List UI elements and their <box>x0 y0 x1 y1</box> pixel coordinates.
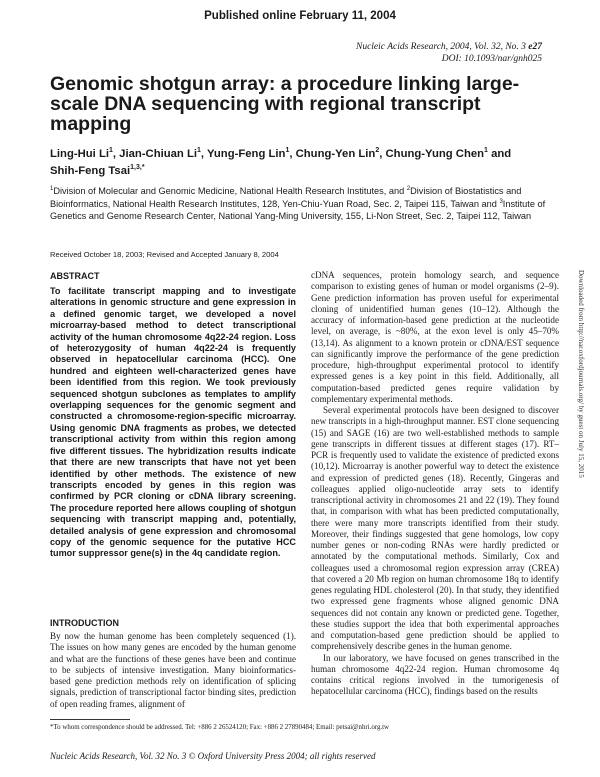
download-note: Downloaded from http://nar.oxfordjournals.org/ by guest on July 15, 2015 <box>577 270 585 478</box>
download-watermark <box>577 270 589 630</box>
right-column <box>311 270 559 698</box>
introduction-heading: INTRODUCTION <box>50 618 119 628</box>
author <box>50 148 113 160</box>
author-name: Ling-Hui Li <box>50 148 109 160</box>
journal-footer: Nucleic Acids Research, Vol. 32 No. 3 © Oxford University Press 2004; all rights reserved <box>50 751 376 761</box>
article-id: e27 <box>528 42 542 52</box>
affil-text-2: Division of Biostatistics and Bioinformatics, National Health Research Institutes, 128, Yen-Chiu-Yuan Road, Sec. 2, Taipei 115, Taiwan and <box>50 186 522 209</box>
author-name: Chung-Yen Lin <box>295 148 376 160</box>
author-separator: , <box>200 148 207 160</box>
affil-sup-3: 3 <box>499 198 503 205</box>
published-date: Published online February 11, 2004 <box>204 10 396 22</box>
affil-sup-2: 2 <box>406 185 411 192</box>
author-name: Yung-Feng Lin <box>206 148 286 160</box>
correspondence-footnote: *To whom correspondence should be addressed. Tel: +886 2 26524120; Fax: +886 2 27890484; Email: petsai@nhri.org.tw <box>50 724 390 731</box>
author-affiliation-mark: 1 <box>285 147 290 155</box>
author <box>50 165 145 177</box>
journal-citation: Nucleic Acids Research, 2004, Vol. 32, No. 3 <box>355 42 526 52</box>
doi: DOI: 10.1093/nar/gnh025 <box>441 54 542 64</box>
paragraph-2: Several experimental protocols have been designed to discover new transcripts in a high-throughput manner. EST clone sequencing (15) and SAGE (16) are two well-established methods to sample gene transcripts in different tissues at different stages (17). RT–PCR is frequently used to validate the existence of predicted exons (10,12). Microarray is another powerful way to detect the existence and expression of predicted genes (18). Recently, Gingeras and colleagues applied oligo-nucleotide array sets to identify transcriptional activity in chromosomes 21 and 22 (19). They found that, in comparison with what has been predicted computationally, there were many more transcripts identified from their study. Moreover, their findings suggested that gene homologs, low copy number genes or non-coding RNAs were hardly predicted or annotated by the computational methods. Similarly, Cox and colleagues used a chromosomal region expression array (CREA) that covered a 20 Mb region on human chromosome 18q to identify genes regulating HDL cholesterol (20). In that study, they identified two expressed gene fragments whose aligned genomic DNA sequences did not contain any known or predicted gene. Together, these studies support the idea that both experimental approaches and computation-based gene prediction should be applied to comprehensively describe genes in the human genome. <box>311 405 559 652</box>
author-separator: , <box>289 148 296 160</box>
author-list <box>50 146 560 180</box>
author-separator: , <box>112 148 120 160</box>
author-name: Chung-Yung Chen <box>385 148 485 160</box>
affiliations <box>50 185 570 223</box>
abstract-heading: ABSTRACT <box>50 271 100 281</box>
author-name: Jian-Chiuan Li <box>119 148 197 160</box>
affil-text-1: Division of Molecular and Genomic Medicine, National Health Research Institutes, and <box>53 186 407 196</box>
affil-text-3: Institute of Genetics and Genome Research Center, National Yang-Ming University, 155, Li-Non Street, Sec. 2, Taipei 112, Taiwan <box>50 198 546 221</box>
paragraph-3: In our laboratory, we have focused on genes transcribed in the human chromosome 4q22-24 region. Human chromosome 4q contains critical regions involved in the tumorigenesis of hepatocellular carcinoma (HCC), findings based on the results <box>311 652 559 697</box>
author <box>119 148 201 160</box>
author-affiliation-mark: 2 <box>375 147 380 155</box>
corresponding-author-mark: * <box>141 164 145 172</box>
author-affiliation-mark: 1 <box>108 147 113 155</box>
article-title: Genomic shotgun array: a procedure linking large-scale DNA sequencing with regional transcript mapping <box>50 73 520 135</box>
introduction-text: By now the human genome has been completely sequenced (1). The issues on how many genes are encoded by the human genome and what are the functions of these genes have been and continue to be subjects of intensive investigation. Many bioinformatics-based gene prediction methods rely on identification of splicing signals, prediction of transcriptional factor binding sites, prediction of open reading frames, alignment of <box>50 631 296 709</box>
author <box>207 148 289 160</box>
author <box>296 148 380 160</box>
journal-reference <box>356 41 542 65</box>
abstract-text: To facilitate transcript mapping and to investigate alterations in genomic structure and gene expression in a defined genomic target, we developed a novel microarray-based method to detect transcriptional activity of the human chromosome 4q22-24 region. Loss of heterozygosity of human 4q22-24 is frequently observed in hepatocellular carcinoma (HCC). One hundred and eighteen well-characterized genes have been identified from this region. We took previously sequenced shotgun subclones as templates to amplify overlapping sequences for the genomic segment and constructed a chromosome-region-specific microarray. Using genomic DNA fragments as probes, we detected transcriptional activity from within this region among five different tissues. The hybridization results indicate that there are new transcripts that have not yet been identified by other methods. The existence of new transcripts encoded by genes in this region was confirmed by PCR cloning or cDNA library screening. The procedure reported here allows coupling of shotgun sequencing with transcript mapping and, potentially, detailed analysis of gene expression and chromosomal copy of the genomic sequence for the putative HCC tumor suppressor gene(s) in the 4q candidate region. <box>50 286 296 559</box>
author-affiliation-mark: 1 <box>484 147 488 155</box>
received-dates: Received October 18, 2003; Revised and Accepted January 8, 2004 <box>50 250 279 259</box>
paragraph-1: cDNA sequences, protein homology search, and sequence comparison to existing genes of human or model organisms (2–9). Gene prediction information has proven useful for experimental cloning of unidentified human genes (10–12). Although the accuracy of information-based gene prediction at the nucleotide level, on average, is ~80%, at the exon level is only 45–70% (13,14). As alignment to a known protein or cDNA/EST sequence can significantly improve the performance of the gene prediction procedure, high-throughput experimental protocol to identify expressed genes is a key point in this field. Additionally, all computation-based predicted genes require validation by complementary experimental methods. <box>311 270 559 404</box>
affil-sup-1: 1 <box>50 185 54 192</box>
footnote-divider <box>50 719 130 720</box>
author-separator: and <box>487 148 512 160</box>
author-affiliation-mark: 1,3, <box>130 164 142 172</box>
author-name: Shih-Feng Tsai <box>50 165 131 177</box>
author <box>386 148 488 160</box>
author-separator: , <box>379 148 386 160</box>
author-affiliation-mark: 1 <box>197 147 201 155</box>
